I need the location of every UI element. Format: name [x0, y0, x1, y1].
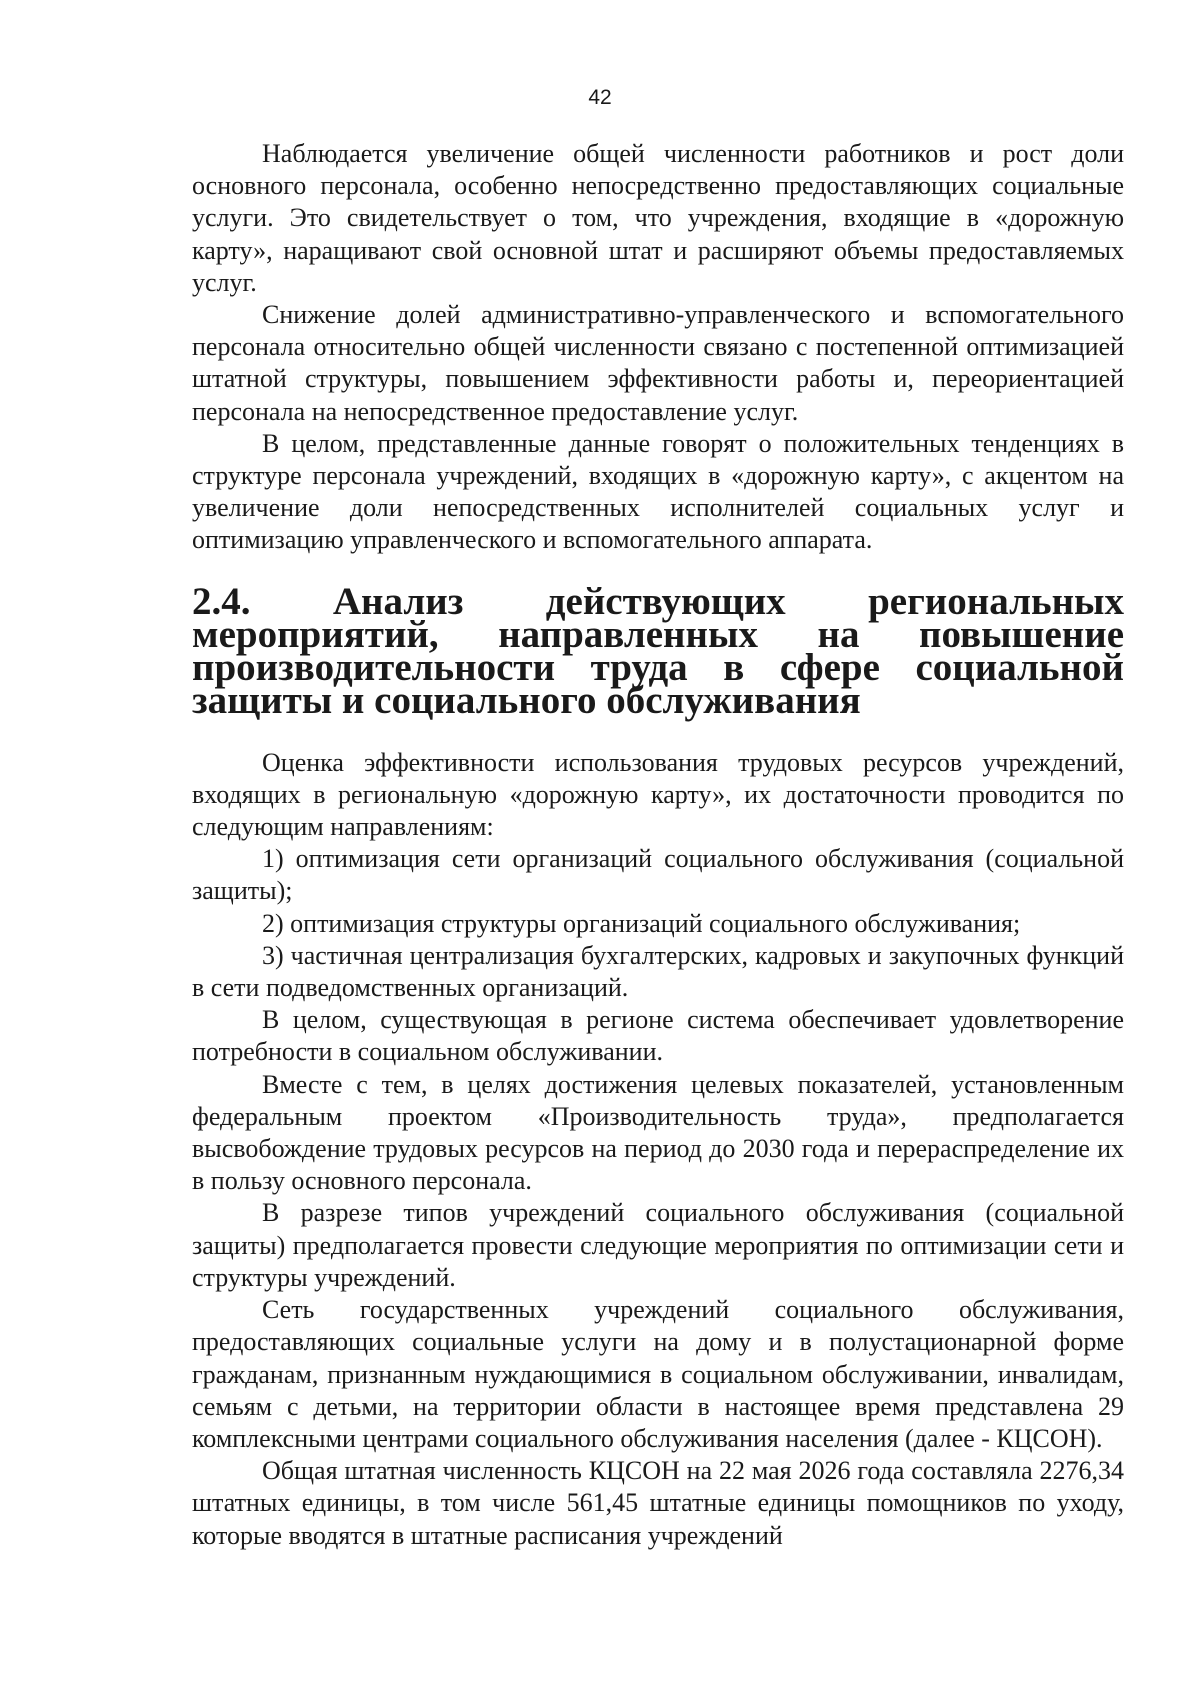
document-body — [192, 138, 1124, 1552]
paragraph: В разрезе типов учреждений социального обслуживания (социальной защиты) предполагается провести следующие мероприятия по оптимизации сети и структуры учреждений. — [192, 1198, 1124, 1292]
paragraph: В целом, существующая в регионе система обеспечивает удовлетворение потребности в социальном обслуживании. — [192, 1005, 1124, 1067]
paragraph: Снижение долей административно-управленческого и вспомогательного персонала относительно общей численности связано с постепенной оптимизацией штатной структуры, повышением эффективности работы и, переориентацией персонала на непосредственное предоставление услуг. — [192, 300, 1124, 426]
list-item: 2) оптимизация структуры организаций социального обслуживания; — [262, 908, 1021, 938]
lead-paragraph: Оценка эффективности использования трудовых ресурсов учреждений, входящих в региональную «дорожную карту», их достаточности проводится по следующим направлениям: — [192, 747, 1124, 842]
list-item: 3) частичная централизация бухгалтерских, кадровых и закупочных функций в сети подведомственных организаций. — [192, 940, 1124, 1003]
section-heading: 2.4. Анализ действующих региональных мероприятий, направленных на повышение производительности труда в сфере социальной защиты и социального обслуживания — [192, 579, 1124, 722]
paragraph: Наблюдается увеличение общей численности работников и рост доли основного персонала, особенно непосредственно предоставляющих социальные услуги. Это свидетельствует о том, что учреждения, входящие в «дорожную карту», наращивают свой основной штат и расширяют объемы предоставляемых услуг. — [192, 139, 1124, 297]
paragraph: Общая штатная численность КЦСОН на 22 мая 2026 года составляла 2276,34 штатных единицы, в том числе 561,45 штатные единицы помощников по уходу, которые вводятся в штатные расписания учреждений — [192, 1456, 1124, 1550]
paragraph: Вместе с тем, в целях достижения целевых показателей, установленным федеральным проектом «Производительность труда», предполагается высвобождение трудовых ресурсов на период до 2030 года и перераспределение их в пользу основного персонала. — [192, 1069, 1124, 1196]
list-item: 1) оптимизация сети организаций социального обслуживания (социальной защиты); — [192, 844, 1124, 906]
paragraph: В целом, представленные данные говорят о положительных тенденциях в структуре персонала учреждений, входящих в «дорожную карту», с акцентом на увеличение доли непосредственных исполнителей социальных услуг и оптимизацию управленческого и вспомогательного аппарата. — [192, 428, 1124, 555]
paragraph: Сеть государственных учреждений социального обслуживания, предоставляющих социальные услуги на дому и в полустационарной форме гражданам, признанным нуждающимися в социальном обслуживании, инвалидам, семьям с детьми, на территории области в настоящее время представлена 29 комплексными центрами социального обслуживания населения (далее - КЦСОН). — [192, 1295, 1124, 1453]
page-number: 42 — [588, 86, 612, 109]
